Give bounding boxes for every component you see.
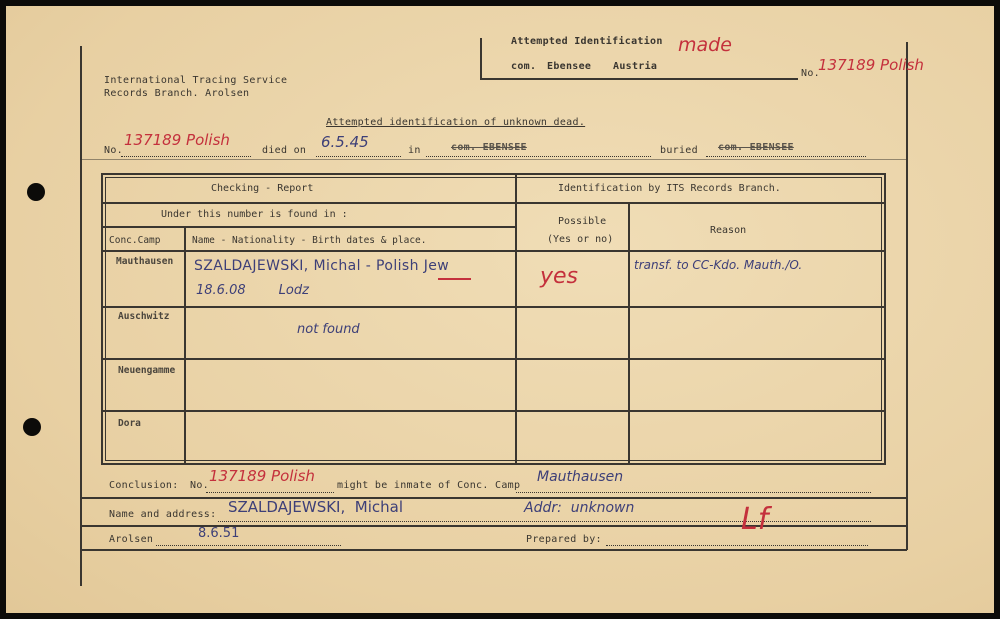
death-no-value: 137189 Polish bbox=[124, 131, 230, 149]
death-no-dots bbox=[121, 156, 251, 157]
col-header-camp: Conc.Camp bbox=[109, 235, 161, 246]
row-camp-dora: Dora bbox=[118, 418, 141, 429]
table-hline-title bbox=[101, 202, 886, 204]
in-dots bbox=[426, 156, 651, 157]
office-line-1: International Tracing Service bbox=[104, 75, 288, 86]
made-annotation: made bbox=[678, 34, 732, 56]
conclusion-camp: Mauthausen bbox=[537, 469, 624, 485]
footer-date: 8.6.51 bbox=[198, 526, 240, 541]
conclusion-no-label: No. bbox=[190, 480, 209, 491]
row1-name-line2: 18.6.08 Lodz bbox=[196, 283, 309, 298]
row-camp-mauthausen: Mauthausen bbox=[116, 256, 174, 267]
table-vline-possible bbox=[628, 203, 630, 465]
polish-underline bbox=[438, 278, 471, 280]
office-line-2: Records Branch. Arolsen bbox=[104, 88, 250, 99]
name-address-name: SZALDAJEWSKI, Michal bbox=[228, 498, 404, 516]
col-header-reason: Reason bbox=[710, 225, 747, 236]
header-location-prefix: com. bbox=[511, 61, 537, 72]
name-address-dots bbox=[218, 521, 871, 522]
document-heading: Attempted identification of unknown dead. bbox=[326, 117, 586, 128]
conclusion-camp-dots bbox=[516, 492, 871, 493]
table-vline-main bbox=[515, 173, 517, 465]
footer-date-dots bbox=[156, 545, 341, 546]
buried-value: com. EBENSEE bbox=[718, 142, 794, 153]
header-no-label: No. bbox=[801, 68, 820, 79]
header-location: Ebensee bbox=[547, 61, 592, 72]
prepared-by-dots bbox=[606, 545, 868, 546]
conclusion-no-dots bbox=[206, 492, 334, 493]
row-camp-neuengamme: Neuengamme bbox=[118, 365, 176, 376]
died-on-label: died on bbox=[262, 145, 307, 156]
table-hline-under bbox=[101, 226, 516, 228]
table-right-title: Identification by ITS Records Branch. bbox=[558, 183, 781, 194]
margin-line bbox=[80, 46, 82, 586]
table-hline-row2 bbox=[101, 358, 886, 360]
conclusion-label: Conclusion: bbox=[109, 480, 179, 491]
conclusion-no-value: 137189 Polish bbox=[209, 467, 315, 485]
header-no-value: 137189 Polish bbox=[818, 56, 924, 74]
table-left-title: Checking - Report bbox=[211, 183, 314, 194]
conclusion-text: might be inmate of Conc. Camp bbox=[337, 480, 521, 491]
death-no-label: No. bbox=[104, 145, 123, 156]
name-address-addr: Addr: unknown bbox=[524, 500, 635, 516]
row1-name-line1: SZALDAJEWSKI, Michal - Polish Jew bbox=[194, 258, 450, 274]
table-hline-row1 bbox=[101, 306, 886, 308]
table-vline-camp bbox=[184, 226, 186, 465]
table-hline-header bbox=[101, 250, 886, 252]
punch-hole-bottom bbox=[23, 418, 41, 436]
prepared-by-label: Prepared by: bbox=[526, 534, 602, 545]
record-card bbox=[6, 6, 994, 613]
header-box-left bbox=[480, 38, 482, 79]
row2-name-line1: not found bbox=[297, 322, 360, 337]
header-country: Austria bbox=[613, 61, 658, 72]
died-on-dots bbox=[316, 156, 401, 157]
footer-separator bbox=[80, 549, 907, 551]
row-camp-auschwitz: Auschwitz bbox=[118, 311, 170, 322]
died-on-value: 6.5.45 bbox=[321, 133, 369, 151]
col-header-name: Name - Nationality - Birth dates & place. bbox=[192, 235, 427, 246]
death-line-underline bbox=[80, 159, 907, 160]
prepared-by-initials: Lf bbox=[741, 502, 769, 537]
header-box-bottom bbox=[480, 78, 798, 80]
row1-reason: transf. to CC-Kdo. Mauth./O. bbox=[634, 258, 803, 272]
buried-dots bbox=[706, 156, 866, 157]
right-margin-line bbox=[906, 42, 908, 550]
name-address-label: Name and address: bbox=[109, 509, 217, 520]
table-hline-row3 bbox=[101, 410, 886, 412]
buried-label: buried bbox=[660, 145, 698, 156]
attempted-identification-title: Attempted Identification bbox=[511, 36, 663, 47]
conclusion-separator bbox=[80, 497, 907, 499]
table-under-label: Under this number is found in : bbox=[161, 209, 348, 220]
footer-place: Arolsen bbox=[109, 534, 154, 545]
in-value: com. EBENSEE bbox=[451, 142, 527, 153]
row1-possible: yes bbox=[540, 264, 579, 289]
col-header-possible-2: (Yes or no) bbox=[547, 234, 614, 245]
col-header-possible-1: Possible bbox=[558, 216, 607, 227]
in-label: in bbox=[408, 145, 421, 156]
punch-hole-top bbox=[27, 183, 45, 201]
